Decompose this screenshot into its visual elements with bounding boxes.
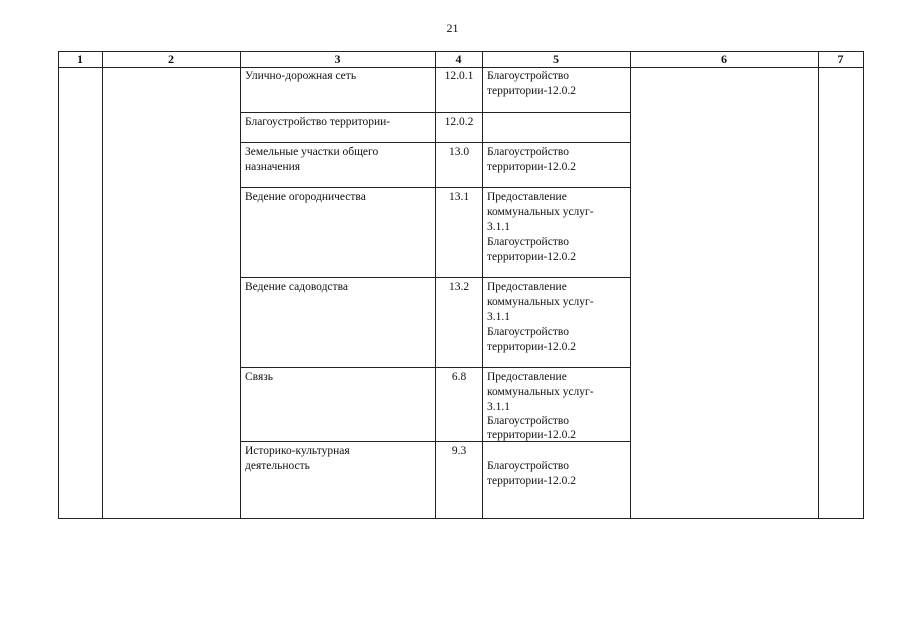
col-border-3-4 — [435, 51, 436, 519]
row-related-line: коммунальных услуг- — [487, 386, 594, 398]
row-name: Благоустройство территории- — [245, 116, 391, 128]
col-border-left — [58, 51, 59, 519]
row-separator — [240, 187, 631, 188]
row-related-line: Благоустройство — [487, 415, 569, 427]
row-separator — [240, 277, 631, 278]
row-related-line: Благоустройство — [487, 236, 569, 248]
row-related-line: Предоставление — [487, 281, 567, 293]
row-name: Ведение садоводства — [245, 281, 348, 293]
header-col-6: 6 — [721, 52, 727, 66]
header-col-3: 3 — [334, 52, 341, 66]
row-related-line: 3.1.1 — [487, 221, 510, 233]
row-code: 13.2 — [448, 281, 470, 293]
row-name-line: деятельность — [245, 460, 310, 472]
col-border-4-5 — [482, 51, 483, 519]
table-bottom-border — [58, 518, 864, 519]
row-name: Ведение огородничества — [245, 191, 366, 203]
header-col-7: 7 — [837, 52, 844, 66]
header-col-5: 5 — [553, 52, 559, 66]
row-related-line: Благоустройство — [487, 146, 569, 158]
col-border-1-2 — [102, 51, 103, 519]
row-related-line: территории-12.0.2 — [487, 475, 577, 487]
col-border-2-3 — [240, 51, 241, 519]
row-related-line: Благоустройство — [487, 460, 569, 472]
row-related-line: территории-12.0.2 — [487, 161, 577, 173]
row-code: 6.8 — [451, 371, 467, 383]
row-related-line: 3.1.1 — [487, 311, 510, 323]
row-separator — [240, 367, 631, 368]
row-related-line: Предоставление — [487, 191, 567, 203]
row-related-line: коммунальных услуг- — [487, 296, 594, 308]
row-related-line: территории-12.0.2 — [487, 341, 577, 353]
row-name-line: назначения — [245, 161, 301, 173]
row-code: 12.0.1 — [444, 70, 474, 82]
row-related-line: коммунальных услуг- — [487, 206, 594, 218]
header-col-4: 4 — [455, 52, 462, 66]
row-related-line: Благоустройство — [487, 70, 569, 82]
col-border-right — [863, 51, 864, 519]
row-separator — [240, 142, 631, 143]
row-name: Связь — [245, 371, 274, 383]
col-border-6-7 — [818, 51, 819, 519]
row-separator — [240, 112, 631, 113]
row-related-line: территории-12.0.2 — [487, 251, 577, 263]
row-related-line: территории-12.0.2 — [487, 85, 577, 97]
row-code: 9.3 — [451, 445, 467, 457]
row-name-line: Историко-культурная — [245, 445, 350, 457]
header-col-1: 1 — [77, 52, 83, 66]
row-related-line: территории-12.0.2 — [487, 429, 577, 441]
row-related-line: Предоставление — [487, 371, 567, 383]
row-related-line: Благоустройство — [487, 326, 569, 338]
header-col-2: 2 — [168, 52, 174, 66]
row-code: 13.1 — [448, 191, 470, 203]
page-number: 21 — [446, 21, 459, 35]
row-name: Улично-дорожная сеть — [245, 70, 357, 82]
row-related-line: 3.1.1 — [487, 401, 510, 413]
header-bottom-border — [58, 67, 864, 68]
row-code: 12.0.2 — [444, 116, 474, 128]
col-border-5-6 — [630, 51, 631, 519]
row-code: 13.0 — [448, 146, 470, 158]
row-name-line: Земельные участки общего — [245, 146, 379, 158]
